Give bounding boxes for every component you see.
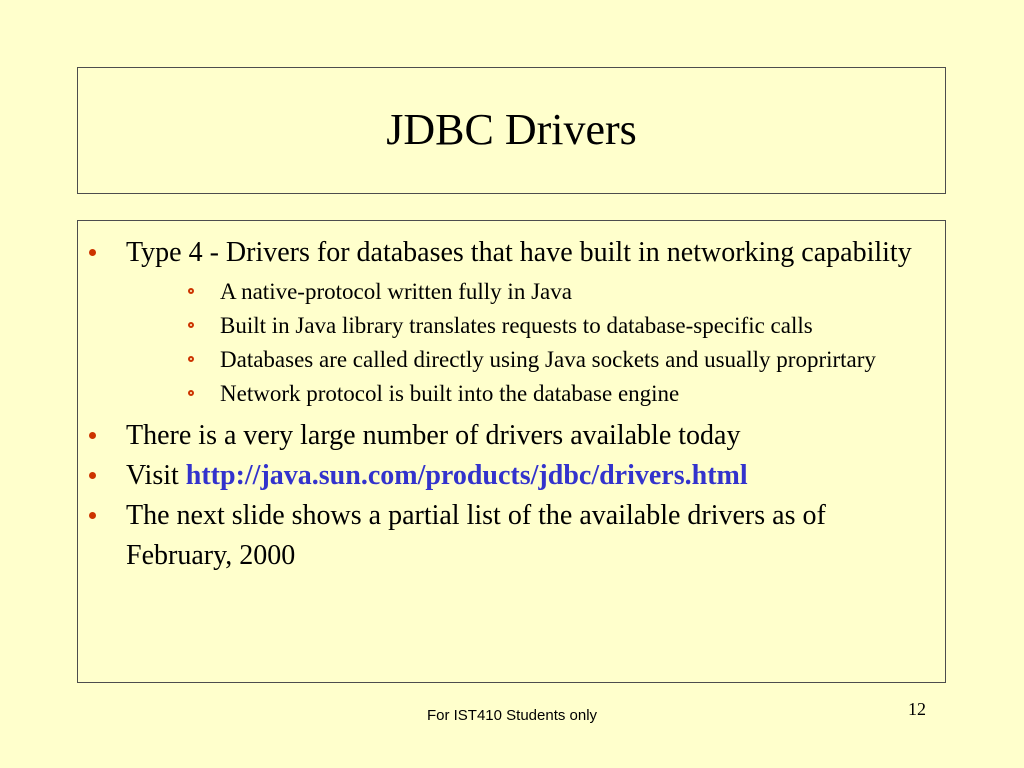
sub-bullet-item [126,309,915,343]
sub-bullet-text: Databases are called directly using Java sockets and usually proprirtary [220,347,876,372]
bullet-text: The next slide shows a partial list of the available drivers as of February, 2000 [126,500,826,571]
bullet-dot-icon [89,432,96,439]
bullet-ring-icon [188,322,194,328]
sub-bullet-item [126,377,915,411]
sub-bullet-text: Built in Java library translates requests to database-specific calls [220,313,813,338]
bullet-dot-icon [89,249,96,256]
sub-bullet-text: A native-protocol written fully in Java [220,279,572,304]
sub-bullet-item [126,343,915,377]
bullet-text-prefix: Visit [126,460,186,491]
bullet-item-visit [78,456,945,496]
slide-footer: For IST410 Students only [426,707,598,724]
title-box [77,67,946,194]
bullet-ring-icon [188,288,194,294]
bullet-ring-icon [188,356,194,362]
bullet-text: Type 4 - Drivers for databases that have built in networking capability [126,237,912,268]
page-number: 12 [908,699,926,719]
bullet-dot-icon [89,512,96,519]
bullet-item-next-slide [78,496,945,576]
slide-title: JDBC Drivers [386,104,637,154]
drivers-link[interactable]: http://java.sun.com/products/jdbc/drivers.html [185,460,748,491]
sub-bullet-item [126,275,915,309]
sub-bullet-list [126,275,915,411]
content-box [77,220,946,683]
sub-bullet-text: Network protocol is built into the database engine [220,381,680,406]
bullet-ring-icon [188,390,194,396]
bullet-list [78,233,945,576]
bullet-dot-icon [89,472,96,479]
bullet-item-drivers-count [78,416,945,456]
bullet-item-type4 [78,233,945,411]
bullet-text: There is a very large number of drivers available today [126,420,741,451]
